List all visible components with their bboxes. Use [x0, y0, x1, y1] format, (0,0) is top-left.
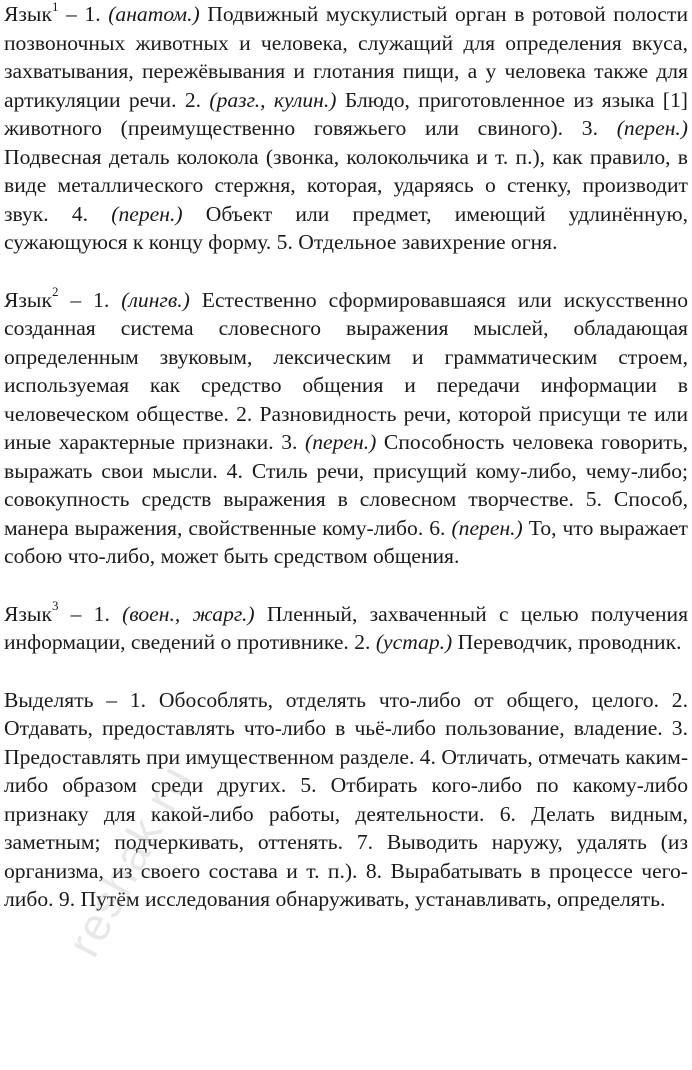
usage-note: (устар.) — [375, 630, 453, 654]
entry-yazyk-3 — [4, 600, 688, 657]
usage-note: (перен.) — [451, 515, 523, 540]
segment: – 1. — [58, 2, 109, 26]
segment: – 1. Обособлять, отделять что-либо от общего, целого. 2. Отдавать, предоставлять что-либо в чьё-либо пользование, владение. 3. Предоставлять при имущественном разделе. 4. Отличать, отмечать каким-либо образом среди других. 5. Отбирать кого-либо по какому-либо признаку для какой-либо работы, деятельности. 6. Делать видным, заметным; подчеркивать, оттенять. 7. Выводить наружу, удалять (из организма, из своего состава и т. п.). 8. Вырабатывать в процессе чего-либо. 9. Путём исследования обнаруживать, устанавливать, определять. — [4, 687, 689, 911]
entry-vydelyat — [4, 686, 688, 914]
usage-note: (анатом.) — [108, 2, 200, 26]
usage-note: (лингв.) — [121, 287, 190, 312]
segment: Способность человека говорить, выражать свои мысли. 4. Стиль речи, присущий кому-либо, чему-либо; совокупность средств выражения в словесном творчестве. 5. Способ, манера выражения, свойственные кому-либо. 6. — [4, 430, 688, 540]
headword-sup: 1 — [51, 0, 59, 14]
dictionary-page — [4, 0, 688, 914]
segment: – 1. — [58, 287, 122, 312]
usage-note: (перен.) — [616, 116, 688, 140]
segment: Переводчик, проводник. — [452, 630, 682, 654]
segment: Блюдо, приготовленное из языка [1] животного (преимущественно говяжьего или свиного). 3. — [4, 87, 688, 140]
headword-sup: 3 — [51, 598, 59, 614]
usage-note: (воен., жарг.) — [122, 601, 255, 626]
headword: Язык — [4, 287, 52, 312]
segment: Естественно сформировавшаяся или искусственно созданная система словесного выражения мыслей, обладающая определенным звуковым, лексическим и грамматическим строем, используемая как средство общения и передачи информации в человеческом обществе. 2. Разновидность речи, которой присущи те или иные характерные признаки. 3. — [4, 287, 688, 454]
headword-sup: 2 — [51, 284, 59, 300]
headword: Выделять — [4, 687, 94, 712]
usage-note: (перен.) — [305, 430, 377, 454]
watermark: reshak.ru — [56, 755, 202, 965]
usage-note: (разг., кулин.) — [209, 87, 337, 112]
segment: – 1. — [58, 601, 123, 626]
segment: Объект или предмет, имеющий удлинённую, сужающуюся к концу форму. 5. Отдельное завихрение огня. — [4, 201, 688, 254]
segment: Подвижный мускулистый орган в ротовой полости позвоночных животных и человека, служащий для определения вкуса, захватывания, пережёвывания и глотания пищи, а у человека также для артикуляции речи. 2. — [4, 2, 689, 112]
segment: Пленный, захваченный с целью получения информации, сведений о противнике. 2. — [4, 601, 689, 654]
entry-yazyk-2 — [4, 286, 688, 571]
segment: То, что выражает собою что-либо, может быть средством общения. — [4, 515, 688, 568]
headword: Язык — [4, 601, 52, 626]
entry-yazyk-1 — [4, 0, 688, 257]
segment: Подвесная деталь колокола (звонка, колокольчика и т. п.), как правило, в виде металлического стержня, которая, ударяясь о стенку, производит звук. 4. — [4, 144, 688, 226]
headword: Язык — [4, 2, 52, 26]
usage-note: (перен.) — [111, 201, 183, 226]
